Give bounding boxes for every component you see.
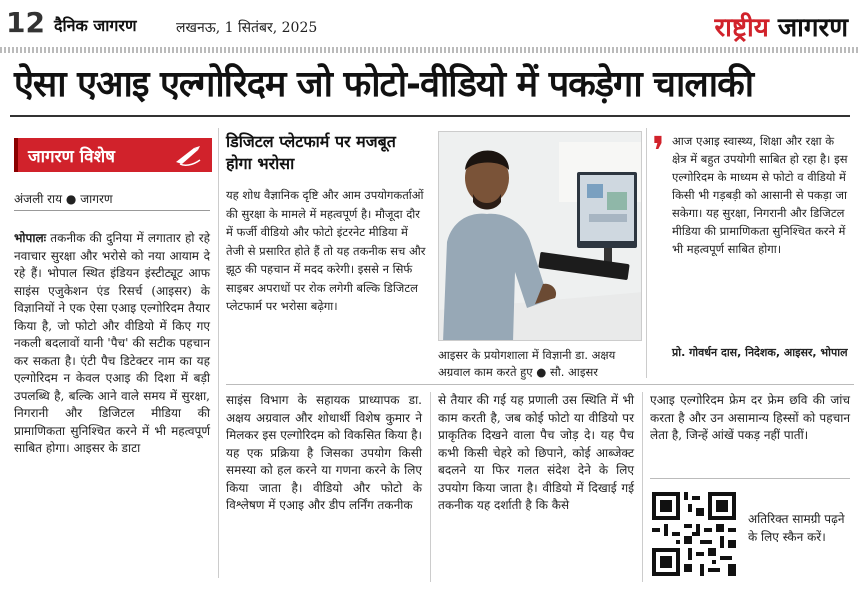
section-logo-black: जागरण: [777, 13, 848, 43]
article-column-2: यह शोध वैज्ञानिक दृष्टि और आम उपयोगकर्ताओं की सुरक्षा के मामले में महत्वपूर्ण है। मौजूदा दौर में फर्जी वीडियो और फोटो इंटरनेट मीडिया में तेजी से प्रसारित होते हैं तो यह तकनीक सच और झूठ की पहचान में मदद करेगी। इससे न सिर्फ साइबर अपराधों पर रोक लगेगी बल्कि डिजिटल प्लेटफार्म पर भरोसा बढ़ेगा।: [226, 188, 426, 313]
headline-rule: [10, 115, 850, 117]
dateline: भोपालः: [14, 231, 47, 245]
section-logo-red: राष्ट्रीय: [714, 13, 769, 43]
paper-name-logo: दैनिक जागरण: [54, 16, 137, 35]
page-number: 12: [6, 6, 45, 39]
subhead: डिजिटल प्लेटफार्म पर मजबूत होगा भरोसा: [226, 132, 396, 173]
article-column-1: [14, 230, 210, 458]
section-rule: [226, 384, 854, 385]
headline: ऐसा एआइ एल्गोरिदम जो फोटो-वीडियो में पकड़ेगा चालाकी: [14, 64, 754, 105]
byline-rule: [14, 210, 210, 211]
column-1-text: तकनीक की दुनिया में लगातार हो रहे नवाचार सुरक्षा और भरोसे को नया आयाम दे रहे हैं। भोपाल स्थित इंडियन इंस्टीट्यूट आफ साइंस एजुकेशन एंड रिसर्च (आइसर) के विज्ञानियों ने एक ऐसा एआइ एल्गोरिदम तैयार किया है, जो फोटो और वीडियो में किए गए नकली बदलावों यानी 'पैच' की सटीक पहचान कर सकता है। एंटी पैच डिटेक्टर नाम का यह एल्गोरिदम न केवल एआइ की दिशा में बड़ी उपलब्धि है, बल्कि आने वाले समय में सुरक्षा, निगरानी और डिजिटल मीडिया की प्रामाणिकता सुनिश्चित करने में भी महत्वपूर्ण साबित होगा। आइसर के डाटा: [14, 231, 210, 455]
jagran-vishesh-tag: [14, 138, 212, 172]
column-divider: [646, 128, 647, 378]
tag-label: जागरण विशेष: [28, 147, 115, 167]
column-divider: [430, 392, 431, 582]
byline: अंजली राय ● जागरण: [14, 192, 113, 206]
qr-code-icon[interactable]: [652, 492, 736, 576]
photo-caption: आइसर के प्रयोगशाला में विज्ञानी डा. अक्षय अग्रवाल काम करते हुए ● सौ. आइसर: [438, 348, 616, 379]
city-date: लखनऊ, 1 सितंबर, 2025: [176, 20, 318, 36]
section-logo: [714, 8, 848, 44]
scientist-at-computer-image: [439, 132, 642, 341]
masthead-rule: [0, 47, 858, 53]
article-column-4: से तैयार की गई यह प्रणाली उस स्थिति में भी काम करती है, जब कोई फोटो या वीडियो पर प्राकृतिक दिखने वाला पैच जोड़ दे। यह पैच कभी किसी चेहरे को छिपाने, कोई आब्जेक्ट बदलने या फिर गलत संदेश देने के लिए उपयोग किया जाता है। वीडियो में दिखाई गई तकनीक यह दर्शाती है कि कैसे: [438, 393, 634, 512]
masthead: [0, 0, 858, 52]
article-column-5: एआइ एल्गोरिदम फ्रेम दर फ्रेम छवि की जांच करता है और उन असामान्य हिस्सों को पहचान लेता है, जिन्हें आंखें पकड़ नहीं पातीं।: [650, 393, 850, 442]
quote-author: प्रो. गोवर्धन दास, निदेशक, आइसर, भोपाल: [672, 346, 848, 359]
quote-mark-icon: ❜: [652, 129, 665, 175]
qr-instruction: अतिरिक्त सामग्री पढ़ने के लिए स्कैन करें।: [748, 512, 845, 544]
pen-hand-icon: [174, 144, 204, 166]
scientist-photo: [438, 131, 642, 341]
article-column-3: साइंस विभाग के सहायक प्राध्यापक डा. अक्षय अग्रवाल और शोधार्थी विशेष कुमार ने मिलकर इस एल्गोरिदम को विकसित किया है। यह एक प्रक्रिया है जिसका उपयोग किसी समस्या को हल करने या गणना करने के लिए किया जाता है। वीडियो और फोटो के विश्लेषण में एआइ और डीप लर्निंग तकनीक: [226, 393, 422, 512]
column-divider: [642, 392, 643, 582]
qr-rule: [650, 478, 850, 479]
column-divider: [218, 128, 219, 578]
pull-quote: आज एआइ स्वास्थ्य, शिक्षा और रक्षा के क्षेत्र में बहुत उपयोगी साबित हो रहा है। इस एल्गोरिदम के माध्यम से फोटो व वीडियो में किसी भी गड़बड़ी को आसानी से पकड़ा जा सकेगा। यह सुरक्षा, निगरानी और डिजिटल मीडिया की प्रामाणिकता सुनिश्चित करने में भी महत्वपूर्ण साबित होगा।: [672, 134, 848, 256]
